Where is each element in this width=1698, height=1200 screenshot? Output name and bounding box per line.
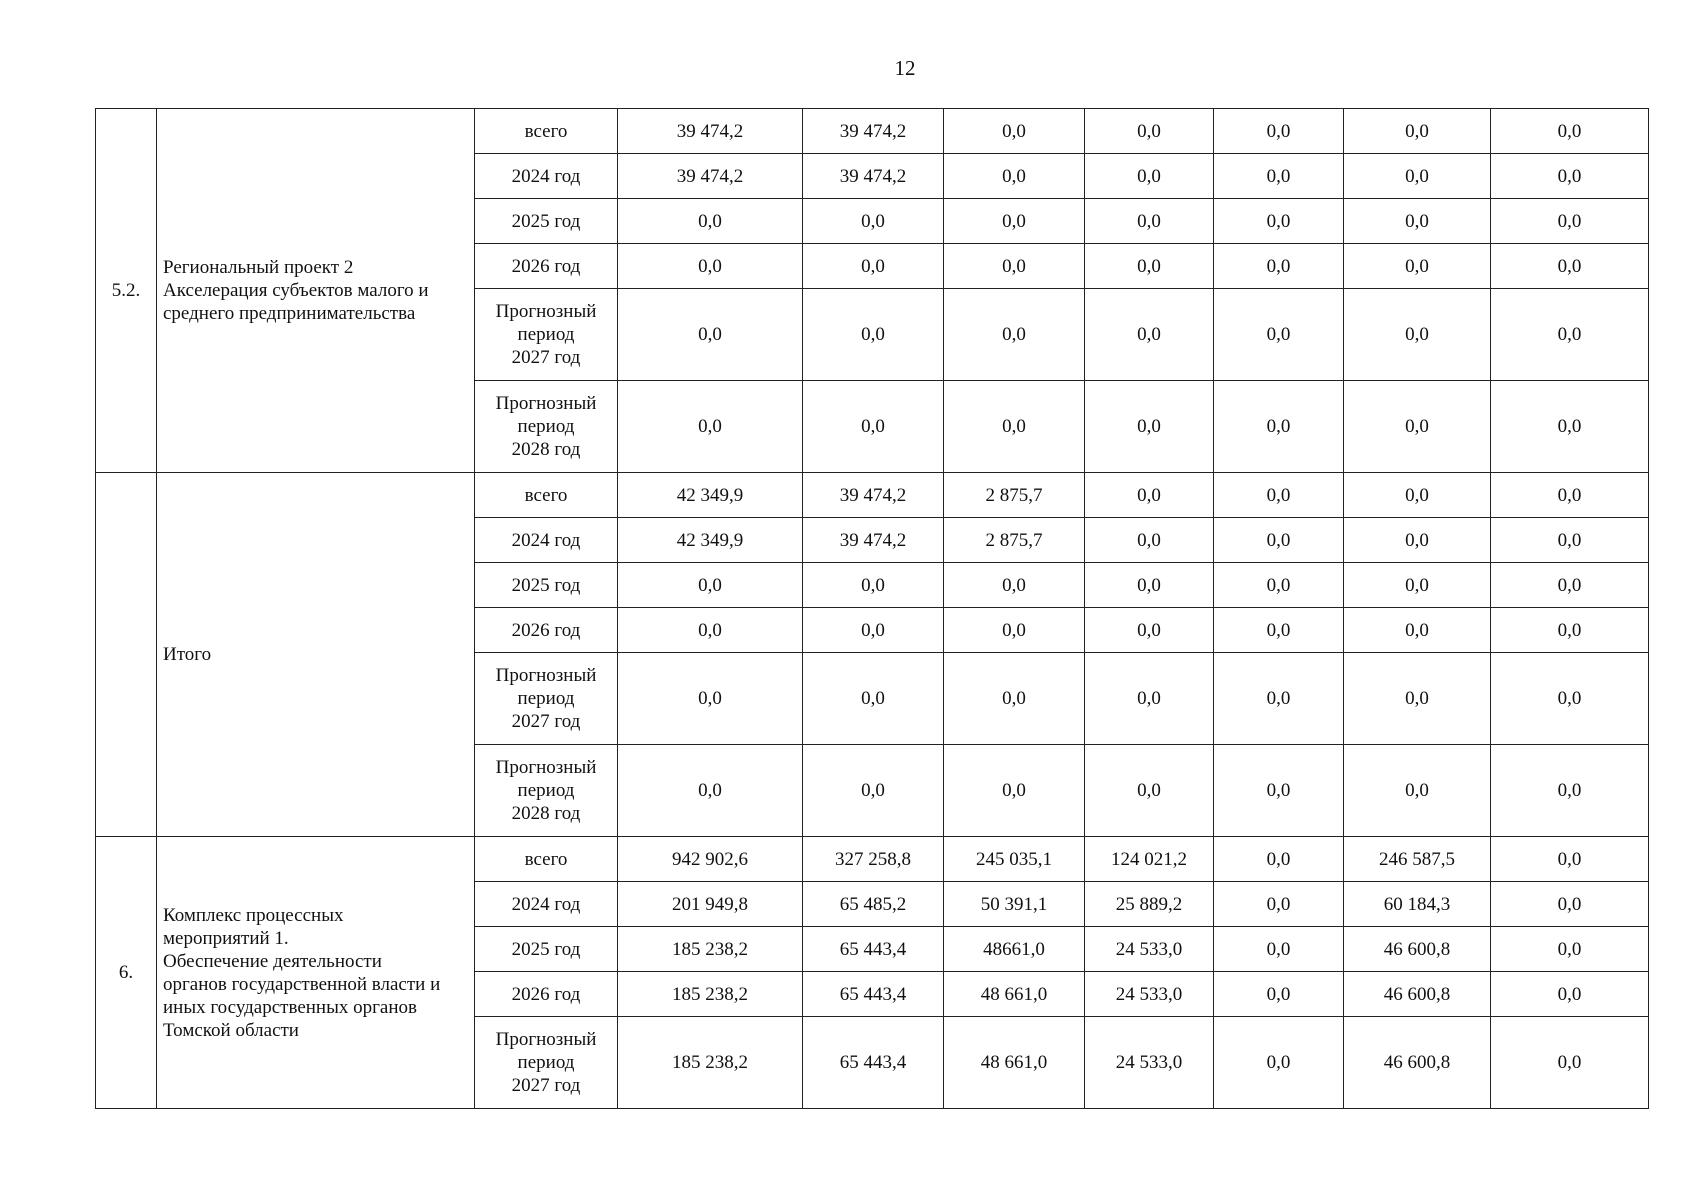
period-line: 2028 год bbox=[511, 439, 581, 460]
section-name-line: Акселерация субъектов малого и bbox=[163, 280, 429, 301]
period-cell bbox=[475, 109, 618, 154]
value-cell: 0,0 bbox=[803, 244, 944, 289]
section-name-line: Итого bbox=[163, 644, 212, 665]
period-line: 2025 год bbox=[511, 210, 581, 232]
value-cell: 0,0 bbox=[1344, 154, 1491, 199]
table-body bbox=[96, 109, 1649, 1109]
value-cell: 60 184,3 bbox=[1344, 882, 1491, 927]
section-code bbox=[96, 473, 157, 837]
period-cell bbox=[475, 563, 618, 608]
value-cell: 0,0 bbox=[944, 563, 1085, 608]
value-cell: 0,0 bbox=[618, 244, 803, 289]
period-line: Прогнозный bbox=[495, 1029, 597, 1050]
value-cell: 0,0 bbox=[1214, 563, 1344, 608]
period-cell bbox=[475, 882, 618, 927]
value-cell: 0,0 bbox=[1214, 154, 1344, 199]
value-cell: 0,0 bbox=[1491, 972, 1649, 1017]
period-line: 2026 год bbox=[511, 983, 581, 1005]
section-name-line: Обеспечение деятельности bbox=[163, 950, 382, 972]
value-cell: 24 533,0 bbox=[1085, 1017, 1214, 1109]
value-cell: 0,0 bbox=[803, 608, 944, 653]
value-cell: 65 443,4 bbox=[803, 972, 944, 1017]
value-cell: 0,0 bbox=[1491, 608, 1649, 653]
value-cell: 0,0 bbox=[1085, 608, 1214, 653]
value-cell: 0,0 bbox=[803, 653, 944, 745]
section-name-line: Комплекс процессных bbox=[163, 904, 344, 926]
value-cell: 39 474,2 bbox=[618, 109, 803, 154]
value-cell: 0,0 bbox=[1344, 653, 1491, 745]
value-cell: 0,0 bbox=[803, 289, 944, 381]
period-cell bbox=[475, 473, 618, 518]
period-line: период bbox=[517, 324, 575, 345]
value-cell: 0,0 bbox=[1085, 244, 1214, 289]
period-cell bbox=[475, 608, 618, 653]
period-cell bbox=[475, 927, 618, 972]
value-cell: 0,0 bbox=[1344, 518, 1491, 563]
value-cell: 0,0 bbox=[1085, 473, 1214, 518]
value-cell: 0,0 bbox=[944, 745, 1085, 837]
period-cell bbox=[475, 199, 618, 244]
value-cell: 0,0 bbox=[1344, 563, 1491, 608]
period-line: Прогнозный bbox=[495, 393, 597, 414]
value-cell: 0,0 bbox=[1344, 109, 1491, 154]
value-cell: 0,0 bbox=[1214, 608, 1344, 653]
value-cell: 245 035,1 bbox=[944, 837, 1085, 882]
value-cell: 48 661,0 bbox=[944, 1017, 1085, 1109]
value-cell: 0,0 bbox=[1344, 473, 1491, 518]
period-line: всего bbox=[524, 848, 568, 870]
value-cell: 0,0 bbox=[618, 381, 803, 473]
table-row bbox=[96, 837, 1649, 882]
value-cell: 201 949,8 bbox=[618, 882, 803, 927]
value-cell: 50 391,1 bbox=[944, 882, 1085, 927]
value-cell: 0,0 bbox=[1491, 473, 1649, 518]
value-cell: 2 875,7 bbox=[944, 473, 1085, 518]
period-cell bbox=[475, 381, 618, 473]
value-cell: 0,0 bbox=[1085, 518, 1214, 563]
value-cell: 0,0 bbox=[1344, 381, 1491, 473]
value-cell: 0,0 bbox=[1491, 653, 1649, 745]
value-cell: 0,0 bbox=[944, 199, 1085, 244]
value-cell: 0,0 bbox=[618, 199, 803, 244]
period-line: период bbox=[517, 688, 575, 709]
period-cell bbox=[475, 154, 618, 199]
value-cell: 39 474,2 bbox=[618, 154, 803, 199]
section-code: 6. bbox=[96, 837, 157, 1109]
value-cell: 0,0 bbox=[1344, 289, 1491, 381]
value-cell: 0,0 bbox=[1085, 745, 1214, 837]
value-cell: 0,0 bbox=[1214, 518, 1344, 563]
period-line: 2024 год bbox=[511, 529, 581, 551]
period-cell bbox=[475, 653, 618, 745]
value-cell: 0,0 bbox=[1491, 518, 1649, 563]
period-line: всего bbox=[524, 120, 568, 142]
value-cell: 0,0 bbox=[944, 381, 1085, 473]
value-cell: 0,0 bbox=[803, 563, 944, 608]
period-line: 2024 год bbox=[511, 893, 581, 915]
value-cell: 46 600,8 bbox=[1344, 927, 1491, 972]
value-cell: 0,0 bbox=[618, 289, 803, 381]
value-cell: 0,0 bbox=[1344, 745, 1491, 837]
value-cell: 0,0 bbox=[618, 608, 803, 653]
value-cell: 0,0 bbox=[1085, 199, 1214, 244]
value-cell: 0,0 bbox=[803, 381, 944, 473]
value-cell: 46 600,8 bbox=[1344, 972, 1491, 1017]
table-row bbox=[96, 473, 1649, 518]
value-cell: 0,0 bbox=[1214, 1017, 1344, 1109]
value-cell: 0,0 bbox=[944, 608, 1085, 653]
period-cell bbox=[475, 837, 618, 882]
value-cell: 124 021,2 bbox=[1085, 837, 1214, 882]
period-cell bbox=[475, 518, 618, 563]
value-cell: 0,0 bbox=[1214, 109, 1344, 154]
value-cell: 0,0 bbox=[1491, 154, 1649, 199]
period-line: 2027 год bbox=[511, 711, 581, 732]
value-cell: 0,0 bbox=[1214, 473, 1344, 518]
value-cell: 0,0 bbox=[1491, 882, 1649, 927]
value-cell: 0,0 bbox=[1214, 381, 1344, 473]
value-cell: 39 474,2 bbox=[803, 473, 944, 518]
value-cell: 0,0 bbox=[1491, 244, 1649, 289]
period-line: Прогнозный bbox=[495, 757, 597, 778]
value-cell: 0,0 bbox=[1344, 244, 1491, 289]
period-line: 2025 год bbox=[511, 938, 581, 960]
section-name-line: органов государственной власти и bbox=[163, 973, 441, 995]
period-line: всего bbox=[524, 484, 568, 506]
value-cell: 0,0 bbox=[803, 745, 944, 837]
value-cell: 0,0 bbox=[1214, 927, 1344, 972]
value-cell: 0,0 bbox=[1491, 837, 1649, 882]
value-cell: 0,0 bbox=[1085, 154, 1214, 199]
value-cell: 65 485,2 bbox=[803, 882, 944, 927]
section-name-line: иных государственных органов bbox=[163, 996, 417, 1018]
value-cell: 185 238,2 bbox=[618, 927, 803, 972]
value-cell: 0,0 bbox=[944, 109, 1085, 154]
value-cell: 48661,0 bbox=[944, 927, 1085, 972]
value-cell: 0,0 bbox=[1344, 199, 1491, 244]
period-line: 2027 год bbox=[511, 1075, 581, 1096]
value-cell: 42 349,9 bbox=[618, 518, 803, 563]
value-cell: 39 474,2 bbox=[803, 518, 944, 563]
period-cell bbox=[475, 1017, 618, 1109]
section-name bbox=[157, 473, 475, 837]
value-cell: 42 349,9 bbox=[618, 473, 803, 518]
value-cell: 48 661,0 bbox=[944, 972, 1085, 1017]
value-cell: 24 533,0 bbox=[1085, 972, 1214, 1017]
section-name-line: Региональный проект 2 bbox=[163, 257, 354, 278]
value-cell: 327 258,8 bbox=[803, 837, 944, 882]
budget-table bbox=[95, 108, 1649, 1109]
value-cell: 24 533,0 bbox=[1085, 927, 1214, 972]
value-cell: 0,0 bbox=[1214, 972, 1344, 1017]
value-cell: 0,0 bbox=[1214, 745, 1344, 837]
value-cell: 65 443,4 bbox=[803, 927, 944, 972]
value-cell: 0,0 bbox=[1491, 381, 1649, 473]
value-cell: 0,0 bbox=[1491, 199, 1649, 244]
period-cell bbox=[475, 972, 618, 1017]
value-cell: 0,0 bbox=[1085, 109, 1214, 154]
value-cell: 0,0 bbox=[1491, 927, 1649, 972]
value-cell: 25 889,2 bbox=[1085, 882, 1214, 927]
period-line: 2025 год bbox=[511, 574, 581, 596]
value-cell: 0,0 bbox=[1344, 608, 1491, 653]
value-cell: 0,0 bbox=[1214, 837, 1344, 882]
value-cell: 39 474,2 bbox=[803, 109, 944, 154]
period-line: период bbox=[517, 780, 575, 801]
value-cell: 0,0 bbox=[618, 563, 803, 608]
value-cell: 0,0 bbox=[618, 745, 803, 837]
value-cell: 0,0 bbox=[1491, 109, 1649, 154]
value-cell: 0,0 bbox=[618, 653, 803, 745]
section-name-line: мероприятий 1. bbox=[163, 927, 289, 949]
value-cell: 0,0 bbox=[944, 289, 1085, 381]
value-cell: 0,0 bbox=[1491, 1017, 1649, 1109]
value-cell: 0,0 bbox=[944, 154, 1085, 199]
value-cell: 0,0 bbox=[803, 199, 944, 244]
period-line: период bbox=[517, 1052, 575, 1073]
section-name-line: Томской области bbox=[163, 1019, 299, 1041]
period-line: период bbox=[517, 416, 575, 437]
period-line: 2026 год bbox=[511, 255, 581, 277]
value-cell: 2 875,7 bbox=[944, 518, 1085, 563]
value-cell: 0,0 bbox=[1491, 745, 1649, 837]
value-cell: 0,0 bbox=[1214, 882, 1344, 927]
value-cell: 0,0 bbox=[1491, 563, 1649, 608]
period-cell bbox=[475, 244, 618, 289]
period-line: 2026 год bbox=[511, 619, 581, 641]
value-cell: 185 238,2 bbox=[618, 1017, 803, 1109]
value-cell: 0,0 bbox=[1085, 563, 1214, 608]
value-cell: 0,0 bbox=[1491, 289, 1649, 381]
value-cell: 0,0 bbox=[1214, 244, 1344, 289]
value-cell: 0,0 bbox=[1214, 289, 1344, 381]
section-name bbox=[157, 837, 475, 1109]
section-name bbox=[157, 109, 475, 473]
value-cell: 0,0 bbox=[1085, 381, 1214, 473]
value-cell: 0,0 bbox=[1085, 289, 1214, 381]
period-line: 2028 год bbox=[511, 803, 581, 824]
period-line: 2024 год bbox=[511, 165, 581, 187]
value-cell: 39 474,2 bbox=[803, 154, 944, 199]
section-code: 5.2. bbox=[96, 109, 157, 473]
period-line: 2027 год bbox=[511, 347, 581, 368]
value-cell: 942 902,6 bbox=[618, 837, 803, 882]
value-cell: 46 600,8 bbox=[1344, 1017, 1491, 1109]
table-row bbox=[96, 109, 1649, 154]
value-cell: 0,0 bbox=[1214, 199, 1344, 244]
period-line: Прогнозный bbox=[495, 665, 597, 686]
value-cell: 65 443,4 bbox=[803, 1017, 944, 1109]
value-cell: 246 587,5 bbox=[1344, 837, 1491, 882]
period-cell bbox=[475, 745, 618, 837]
page-number: 12 bbox=[894, 56, 916, 80]
period-line: Прогнозный bbox=[495, 301, 597, 322]
value-cell: 0,0 bbox=[1085, 653, 1214, 745]
value-cell: 185 238,2 bbox=[618, 972, 803, 1017]
value-cell: 0,0 bbox=[1214, 653, 1344, 745]
section-name-line: среднего предпринимательства bbox=[163, 303, 416, 324]
value-cell: 0,0 bbox=[944, 244, 1085, 289]
period-cell bbox=[475, 289, 618, 381]
value-cell: 0,0 bbox=[944, 653, 1085, 745]
